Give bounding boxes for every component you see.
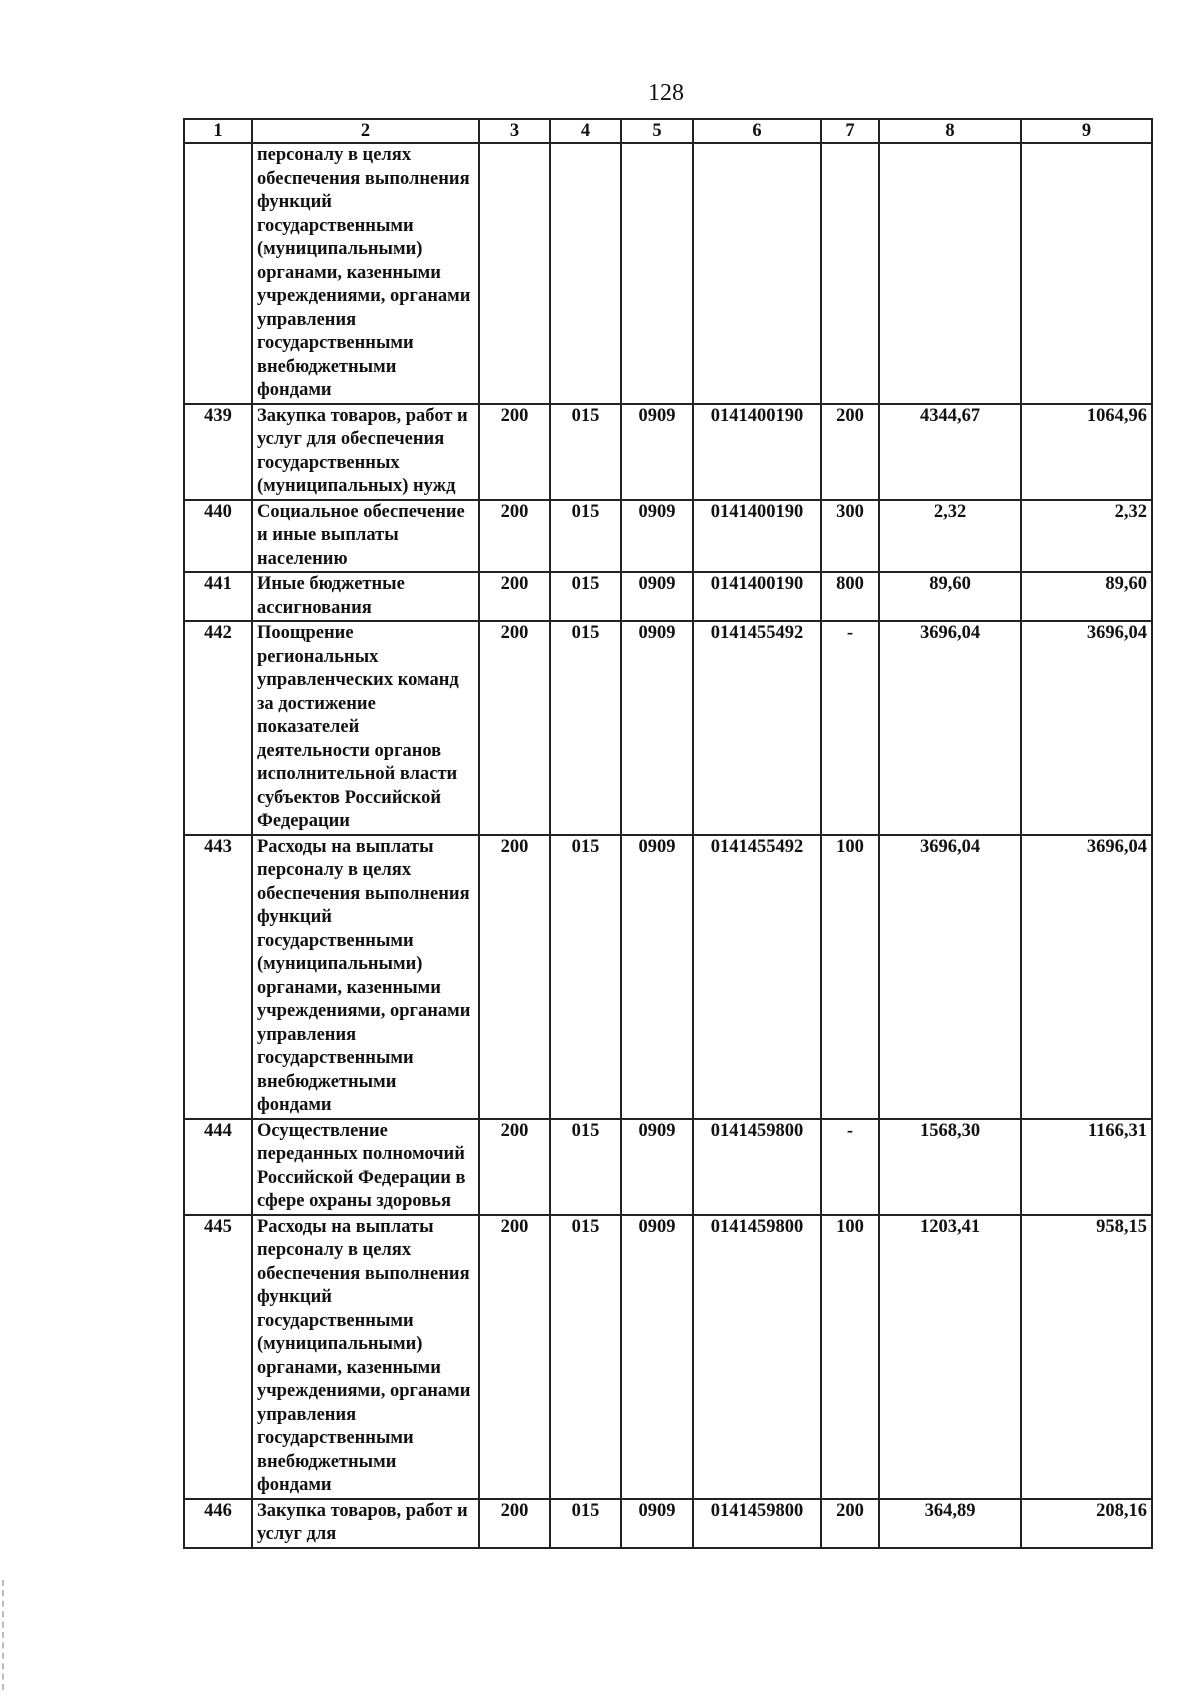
cell-name: Закупка товаров, работ и услуг для обеспечения государственных (муниципальных) нужд [252, 404, 479, 500]
cell-c7: 200 [821, 404, 879, 500]
cell-c5: 0909 [621, 835, 693, 1119]
cell-c7: 300 [821, 500, 879, 573]
col-header: 2 [252, 119, 479, 143]
cell-c4: 015 [550, 621, 621, 835]
cell-c8: 89,60 [879, 572, 1021, 621]
cell-c9: 208,16 [1021, 1499, 1152, 1548]
cell-c3: 200 [479, 404, 550, 500]
cell-c6: 0141400190 [693, 500, 821, 573]
table-row [184, 572, 1152, 621]
col-header: 5 [621, 119, 693, 143]
cell-c8: 3696,04 [879, 835, 1021, 1119]
cell-name: Иные бюджетные ассигнования [252, 572, 479, 621]
cell-name: Осуществление переданных полномочий Российской Федерации в сфере охраны здоровья [252, 1119, 479, 1215]
cell-c4: 015 [550, 1119, 621, 1215]
cell-c4: 015 [550, 1215, 621, 1499]
cell-c7: 100 [821, 835, 879, 1119]
table-row [184, 404, 1152, 500]
cell-c4: 015 [550, 1499, 621, 1548]
cell-c6: 0141455492 [693, 621, 821, 835]
cell-name: Расходы на выплаты персоналу в целях обеспечения выполнения функций государственными (муниципальными) органами, казенными учреждениями, органами управления государственными внебюджетными фондами [252, 1215, 479, 1499]
cell-name: Закупка товаров, работ и услуг для [252, 1499, 479, 1548]
cell-c3: 200 [479, 572, 550, 621]
cell-num: 440 [184, 500, 252, 573]
cell-name: Социальное обеспечение и иные выплаты населению [252, 500, 479, 573]
cell-c6: 0141400190 [693, 404, 821, 500]
cell-c8: 2,32 [879, 500, 1021, 573]
col-header: 6 [693, 119, 821, 143]
cell-c7 [821, 143, 879, 404]
cell-num: 439 [184, 404, 252, 500]
cell-c6: 0141459800 [693, 1119, 821, 1215]
scan-edge-mark [2, 1580, 6, 1690]
table-row [184, 143, 1152, 404]
cell-c9: 958,15 [1021, 1215, 1152, 1499]
cell-c5 [621, 143, 693, 404]
col-header: 4 [550, 119, 621, 143]
cell-c6: 0141455492 [693, 835, 821, 1119]
cell-c3 [479, 143, 550, 404]
cell-c9: 1064,96 [1021, 404, 1152, 500]
cell-c8: 4344,67 [879, 404, 1021, 500]
cell-c9: 3696,04 [1021, 621, 1152, 835]
cell-c9: 2,32 [1021, 500, 1152, 573]
page-number: 128 [648, 80, 684, 106]
cell-c3: 200 [479, 1499, 550, 1548]
cell-c3: 200 [479, 1215, 550, 1499]
cell-c6: 0141400190 [693, 572, 821, 621]
cell-c9 [1021, 143, 1152, 404]
cell-c9: 89,60 [1021, 572, 1152, 621]
cell-c4: 015 [550, 572, 621, 621]
cell-c9: 1166,31 [1021, 1119, 1152, 1215]
table-row [184, 1499, 1152, 1548]
cell-num: 441 [184, 572, 252, 621]
cell-num: 444 [184, 1119, 252, 1215]
cell-c4 [550, 143, 621, 404]
cell-c5: 0909 [621, 1215, 693, 1499]
col-header: 1 [184, 119, 252, 143]
cell-c7: 200 [821, 1499, 879, 1548]
cell-c8: 1203,41 [879, 1215, 1021, 1499]
cell-c5: 0909 [621, 572, 693, 621]
budget-table [183, 118, 1153, 1549]
cell-name: персоналу в целях обеспечения выполнения функций государственными (муниципальными) органами, казенными учреждениями, органами управления государственными внебюджетными фондами [252, 143, 479, 404]
cell-c4: 015 [550, 500, 621, 573]
table-row [184, 1119, 1152, 1215]
cell-num: 443 [184, 835, 252, 1119]
cell-c8: 1568,30 [879, 1119, 1021, 1215]
cell-c5: 0909 [621, 404, 693, 500]
cell-c5: 0909 [621, 500, 693, 573]
table-row [184, 835, 1152, 1119]
cell-num: 446 [184, 1499, 252, 1548]
col-header: 9 [1021, 119, 1152, 143]
cell-c5: 0909 [621, 1499, 693, 1548]
cell-c7: - [821, 1119, 879, 1215]
cell-c4: 015 [550, 835, 621, 1119]
cell-c3: 200 [479, 621, 550, 835]
cell-c4: 015 [550, 404, 621, 500]
cell-name: Поощрение региональных управленческих команд за достижение показателей деятельности органов исполнительной власти субъектов Российской Федерации [252, 621, 479, 835]
cell-c9: 3696,04 [1021, 835, 1152, 1119]
cell-num: 445 [184, 1215, 252, 1499]
cell-c8: 364,89 [879, 1499, 1021, 1548]
table-body [184, 143, 1152, 1548]
cell-num [184, 143, 252, 404]
header-row [184, 119, 1152, 143]
cell-c3: 200 [479, 1119, 550, 1215]
cell-num: 442 [184, 621, 252, 835]
cell-c5: 0909 [621, 621, 693, 835]
table-row [184, 1215, 1152, 1499]
cell-c6: 0141459800 [693, 1215, 821, 1499]
cell-c3: 200 [479, 835, 550, 1119]
cell-c8 [879, 143, 1021, 404]
cell-c3: 200 [479, 500, 550, 573]
cell-c8: 3696,04 [879, 621, 1021, 835]
col-header: 3 [479, 119, 550, 143]
table-row [184, 621, 1152, 835]
table-row [184, 500, 1152, 573]
cell-c5: 0909 [621, 1119, 693, 1215]
cell-c7: 800 [821, 572, 879, 621]
col-header: 8 [879, 119, 1021, 143]
cell-c6: 0141459800 [693, 1499, 821, 1548]
cell-c6 [693, 143, 821, 404]
cell-c7: 100 [821, 1215, 879, 1499]
cell-name: Расходы на выплаты персоналу в целях обеспечения выполнения функций государственными (муниципальными) органами, казенными учреждениями, органами управления государственными внебюджетными фондами [252, 835, 479, 1119]
col-header: 7 [821, 119, 879, 143]
cell-c7: - [821, 621, 879, 835]
